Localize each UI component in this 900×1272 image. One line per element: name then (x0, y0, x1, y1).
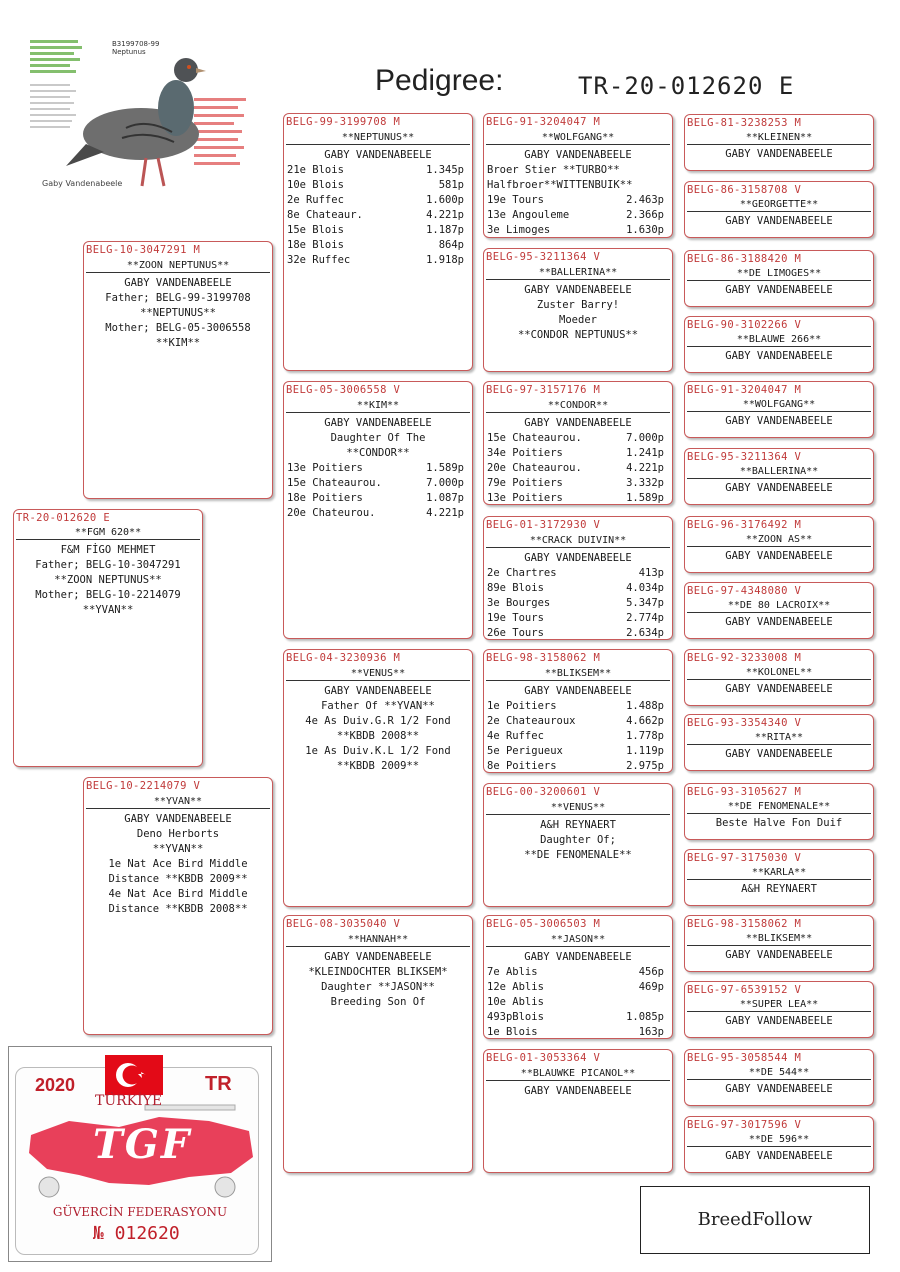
grandparent-ring: BELG-05-3006558 V (286, 384, 401, 396)
great-grandparent-ring: BELG-98-3158062 M (486, 652, 601, 664)
grandparent-owner: GABY VANDENABEELE (324, 685, 432, 697)
gen4-name: **GEORGETTE** (687, 199, 871, 212)
subject-ring: TR-20-012620 E (16, 512, 111, 524)
dam-line: Distance **KBDB 2008** (108, 903, 248, 915)
subject-line: Father; BELG-10-3047291 (35, 559, 181, 571)
grandparent-line: **KBDB 2009** (336, 760, 420, 772)
grandparent-name: **KIM** (286, 400, 470, 413)
grandparent-owner: GABY VANDENABEELE (324, 417, 432, 429)
sire-ring: BELG-10-3047291 M (86, 244, 201, 256)
stamp-country-code: TR (205, 1073, 232, 1095)
sire-line: Mother; BELG-05-3006558 (105, 322, 251, 334)
gen4-ring: BELG-98-3158062 M (687, 918, 802, 930)
great-grandparent-card[interactable] (483, 1049, 673, 1173)
grandparent-line: Father Of **YVAN** (321, 700, 435, 712)
dam-owner: GABY VANDENABEELE (124, 813, 232, 825)
great-grandparent-name: **VENUS** (486, 802, 670, 815)
gen4-name: **WOLFGANG** (687, 399, 871, 412)
grandparent-name: **HANNAH** (286, 934, 470, 947)
grandparent-line: Daughter Of The (330, 432, 426, 444)
gen4-ring: BELG-97-4348080 V (687, 585, 802, 597)
gen4-card[interactable] (684, 250, 874, 307)
gen4-ring: BELG-91-3204047 M (687, 384, 802, 396)
grandparent-line: Breeding Son Of (330, 996, 426, 1008)
grandparent-name: **NEPTUNUS** (286, 132, 470, 145)
gen4-card[interactable] (684, 1116, 874, 1173)
gen4-card[interactable] (684, 783, 874, 840)
subject-ring-title: TR-20-012620 E (578, 72, 795, 100)
gen4-owner: GABY VANDENABEELE (725, 550, 833, 562)
dam-line: Deno Herborts (136, 828, 220, 840)
gen4-ring: BELG-93-3354340 V (687, 717, 802, 729)
gen4-card[interactable] (684, 1049, 874, 1106)
grandparent-line: *KLEINDOCHTER BLIKSEM* (308, 966, 448, 978)
great-grandparent-name: **WOLFGANG** (486, 132, 670, 145)
dam-line: Distance **KBDB 2009** (108, 873, 248, 885)
brand-box (640, 1186, 870, 1254)
great-grandparent-card[interactable]: BELG-98-3158062 M **BLIKSEM** GABY VANDENABEELE 1e Poitiers 1.488p 2e Chateauroux 4.662p 4e Ruffec 1.778p 5e Perigueux 1.119p 8e Poitiers 2.975p (483, 649, 673, 773)
sire-name: **ZOON NEPTUNUS** (86, 260, 270, 273)
grandparent-ring: BELG-08-3035040 V (286, 918, 401, 930)
gen4-ring: BELG-95-3211364 V (687, 451, 802, 463)
gen4-card[interactable] (684, 448, 874, 505)
great-grandparent-line: Moeder (559, 314, 597, 326)
great-grandparent-line: **CONDOR NEPTUNUS** (517, 329, 639, 341)
great-grandparent-ring: BELG-00-3200601 V (486, 786, 601, 798)
gen4-ring: BELG-93-3105627 M (687, 786, 802, 798)
great-grandparent-name: **BLIKSEM** (486, 668, 670, 681)
subject-line: Mother; BELG-10-2214079 (35, 589, 181, 601)
photo-owner: Gaby Vandenabeele (42, 179, 123, 188)
brand-label: BreedFollow (697, 1209, 813, 1230)
federation-stamp (8, 1046, 272, 1262)
great-grandparent-owner: GABY VANDENABEELE (524, 284, 632, 296)
sire-owner: GABY VANDENABEELE (124, 277, 232, 289)
stamp-country: TÜRKİYE (95, 1093, 163, 1109)
great-grandparent-owner: GABY VANDENABEELE (524, 417, 632, 429)
stamp-federation: GÜVERCİN FEDERASYONU (52, 1205, 228, 1219)
gen4-ring: BELG-97-3175030 V (687, 852, 802, 864)
great-grandparent-name: **CRACK DUIVIN** (486, 535, 670, 548)
grandparent-ring: BELG-99-3199708 M (286, 116, 401, 128)
gen4-card[interactable] (684, 516, 874, 573)
great-grandparent-owner: GABY VANDENABEELE (524, 951, 632, 963)
gen4-owner: GABY VANDENABEELE (725, 1015, 833, 1027)
great-grandparent-card[interactable]: BELG-97-3157176 M **CONDOR** GABY VANDENABEELE 15e Chateaurou. 7.000p 34e Poitiers 1.241p 20e Chateaurou. 4.221p 79e Poitiers 3.332p 13e Poitiers 1.589p (483, 381, 673, 505)
great-grandparent-ring: BELG-97-3157176 M (486, 384, 601, 396)
great-grandparent-owner: GABY VANDENABEELE (524, 552, 632, 564)
gen4-name: **BALLERINA** (687, 466, 871, 479)
gen4-name: **DE LIMOGES** (687, 268, 871, 281)
gen4-card[interactable] (684, 849, 874, 906)
dam-line: 1e Nat Ace Bird Middle (108, 858, 248, 870)
gen4-ring: BELG-81-3238253 M (687, 117, 802, 129)
dam-name: **YVAN** (86, 796, 270, 809)
gen4-name: **ZOON AS** (687, 534, 871, 547)
gen4-owner: GABY VANDENABEELE (725, 148, 833, 160)
gen4-owner: GABY VANDENABEELE (725, 482, 833, 494)
stamp-number: № 012620 (93, 1223, 180, 1244)
great-grandparent-card[interactable]: BELG-91-3204047 M **WOLFGANG** GABY VANDENABEELE Broer Stier **TURBO** Halfbroer**WITTENBUIK** 19e Tours 2.463p 13e Angouleme 2.366p 3e Limoges 1.630p (483, 113, 673, 238)
gen4-ring: BELG-86-3188420 M (687, 253, 802, 265)
gen4-name: **KOLONEL** (687, 667, 871, 680)
gen4-card[interactable] (684, 381, 874, 438)
gen4-ring: BELG-92-3233008 M (687, 652, 802, 664)
gen4-ring: BELG-97-3017596 V (687, 1119, 802, 1131)
gen4-card[interactable] (684, 649, 874, 706)
photo-name: Neptunus (112, 48, 146, 56)
gen4-name: **KLEINEN** (687, 132, 871, 145)
gen4-owner: Beste Halve Fon Duif (715, 817, 843, 829)
gen4-owner: A&H REYNAERT (741, 883, 817, 895)
photo-ring: B3199708-99 (112, 40, 160, 48)
great-grandparent-line: **DE FENOMENALE** (524, 849, 632, 861)
great-grandparent-owner: GABY VANDENABEELE (524, 149, 632, 161)
great-grandparent-card[interactable]: BELG-01-3172930 V **CRACK DUIVIN** GABY VANDENABEELE 2e Chartres 413p 89e Blois 4.034p 3e Bourges 5.347p 19e Tours 2.774p 26e Tours 2.634p (483, 516, 673, 640)
great-grandparent-owner: GABY VANDENABEELE (524, 1085, 632, 1097)
gen4-name: **BLAUWE 266** (687, 334, 871, 347)
great-grandparent-ring: BELG-91-3204047 M (486, 116, 601, 128)
subject-card[interactable] (13, 509, 203, 767)
page-title: Pedigree: (375, 64, 504, 97)
gen4-ring: BELG-97-6539152 V (687, 984, 802, 996)
dam-line: 4e Nat Ace Bird Middle (108, 888, 248, 900)
grandparent-card[interactable] (283, 915, 473, 1173)
gen4-name: **DE 596** (687, 1134, 871, 1147)
grandparent-line: 1e As Duiv.K.L 1/2 Fond (305, 745, 451, 757)
gen4-name: **BLIKSEM** (687, 933, 871, 946)
gen4-name: **SUPER LEA** (687, 999, 871, 1012)
gen4-ring: BELG-90-3102266 V (687, 319, 802, 331)
stamp-logo: TGF (93, 1121, 192, 1168)
great-grandparent-ring: BELG-01-3172930 V (486, 519, 601, 531)
grandparent-owner: GABY VANDENABEELE (324, 951, 432, 963)
great-grandparent-line: Daughter Of; (540, 834, 616, 846)
grandparent-line: **CONDOR** (346, 447, 410, 459)
dam-card[interactable] (83, 777, 273, 1035)
gen4-name: **DE 80 LACROIX** (687, 600, 871, 613)
pigeon-photo (26, 36, 256, 196)
great-grandparent-card[interactable] (483, 248, 673, 372)
gen4-owner: GABY VANDENABEELE (725, 616, 833, 628)
sire-line: **NEPTUNUS** (140, 307, 216, 319)
gen4-name: **KARLA** (687, 867, 871, 880)
great-grandparent-name: **JASON** (486, 934, 670, 947)
great-grandparent-name: **BLAUWKE PICANOL** (486, 1068, 670, 1081)
gen4-owner: GABY VANDENABEELE (725, 1150, 833, 1162)
great-grandparent-name: **BALLERINA** (486, 267, 670, 280)
great-grandparent-ring: BELG-01-3053364 V (486, 1052, 601, 1064)
great-grandparent-owner: A&H REYNAERT (540, 819, 616, 831)
stamp-year: 2020 (35, 1075, 76, 1095)
subject-line: **ZOON NEPTUNUS** (54, 574, 162, 586)
sire-card[interactable] (83, 241, 273, 499)
gen4-owner: GABY VANDENABEELE (725, 415, 833, 427)
sire-line: Father; BELG-99-3199708 (105, 292, 251, 304)
subject-owner: F&M FİGO MEHMET (60, 544, 156, 556)
gen4-ring: BELG-86-3158708 V (687, 184, 802, 196)
grandparent-card[interactable]: BELG-99-3199708 M **NEPTUNUS** GABY VANDENABEELE 21e Blois 1.345p 10e Blois 581p 2e Ruffec 1.600p 8e Chateaur. 4.221p 15e Blois 1.187p 18e Blois 864p 32e Ruffec 1.918p (283, 113, 473, 371)
gen4-ring: BELG-95-3058544 M (687, 1052, 802, 1064)
great-grandparent-ring: BELG-95-3211364 V (486, 251, 601, 263)
grandparent-ring: BELG-04-3230936 M (286, 652, 401, 664)
great-grandparent-name: **CONDOR** (486, 400, 670, 413)
gen4-card[interactable] (684, 714, 874, 771)
grandparent-card[interactable]: BELG-05-3006558 V **KIM** GABY VANDENABEELE Daughter Of The **CONDOR** 13e Poitiers 1.589p 15e Chateaurou. 7.000p 18e Poitiers 1.087p 20e Chateurou. 4.221p (283, 381, 473, 639)
gen4-name: **DE 544** (687, 1067, 871, 1080)
gen4-card[interactable] (684, 181, 874, 238)
gen4-ring: BELG-96-3176492 M (687, 519, 802, 531)
subject-name: **FGM 620** (16, 527, 200, 540)
gen4-card[interactable] (684, 114, 874, 171)
gen4-card[interactable] (684, 316, 874, 373)
grandparent-line: 4e As Duiv.G.R 1/2 Fond (305, 715, 451, 727)
pigeon-photo-icon (26, 36, 256, 196)
gen4-owner: GABY VANDENABEELE (725, 1083, 833, 1095)
gen4-owner: GABY VANDENABEELE (725, 748, 833, 760)
great-grandparent-ring: BELG-05-3006503 M (486, 918, 601, 930)
gen4-card[interactable] (684, 915, 874, 972)
great-grandparent-card[interactable] (483, 783, 673, 907)
gen4-owner: GABY VANDENABEELE (725, 284, 833, 296)
gen4-name: **DE FENOMENALE** (687, 801, 871, 814)
grandparent-card[interactable] (283, 649, 473, 907)
gen4-card[interactable] (684, 582, 874, 639)
dam-line: **YVAN** (152, 843, 204, 855)
gen4-owner: GABY VANDENABEELE (725, 215, 833, 227)
great-grandparent-line: Zuster Barry! (536, 299, 620, 311)
subject-line: **YVAN** (82, 604, 134, 616)
sire-line: **KIM** (155, 337, 201, 349)
gen4-owner: GABY VANDENABEELE (725, 949, 833, 961)
great-grandparent-card[interactable]: BELG-05-3006503 M **JASON** GABY VANDENABEELE 7e Ablis 456p 12e Ablis 469p 10e Ablis 493pBlois 1.085p 1e Blois 163p (483, 915, 673, 1039)
gen4-name: **RITA** (687, 732, 871, 745)
dam-ring: BELG-10-2214079 V (86, 780, 201, 792)
gen4-owner: GABY VANDENABEELE (725, 350, 833, 362)
gen4-card[interactable] (684, 981, 874, 1038)
gen4-owner: GABY VANDENABEELE (725, 683, 833, 695)
grandparent-name: **VENUS** (286, 668, 470, 681)
grandparent-line: **KBDB 2008** (336, 730, 420, 742)
grandparent-line: Daughter **JASON** (321, 981, 435, 993)
grandparent-owner: GABY VANDENABEELE (324, 149, 432, 161)
great-grandparent-owner: GABY VANDENABEELE (524, 685, 632, 697)
